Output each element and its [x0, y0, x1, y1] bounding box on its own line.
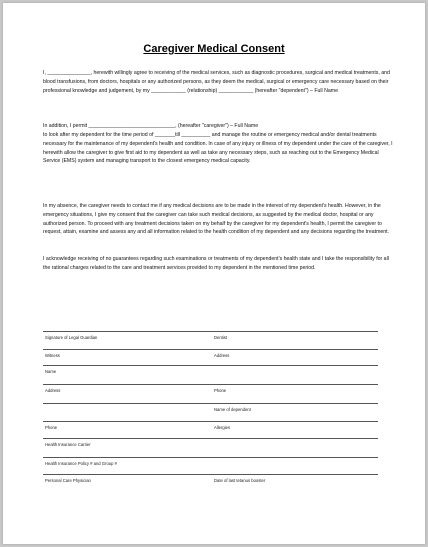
witness-label: Witness [45, 353, 60, 358]
form-title: Caregiver Medical Consent [143, 43, 285, 55]
consent-form-page [3, 3, 425, 544]
insurance-policy-label: Health Insurance Policy # and Group # [45, 461, 117, 466]
consent-paragraph-3 [43, 131, 393, 166]
phone-label-1: Phone [214, 388, 227, 393]
insurance-policy-line[interactable] [43, 457, 378, 458]
paragraph-text: In addition, I permit ______________________________, (hereafter "caregiver") – Full Name [43, 123, 259, 129]
address-label: Address [214, 353, 230, 358]
signature-guardian-label: Signature of Legal Guardian [45, 335, 98, 340]
care-physician-label: Personal Care Physician [45, 478, 91, 483]
consent-paragraph-4 [43, 202, 393, 237]
dentist-label: Dentist [214, 335, 228, 340]
paragraph-text: I acknowledge receiving of no guarantees regarding such examinations or treatments of my dependent's health state and I take the responsibility for all the rational charges related to the care and treatment services provided to my dependent in the mentioned time period. [43, 256, 389, 271]
signature-line[interactable] [43, 331, 378, 332]
consent-paragraph-1 [43, 69, 393, 95]
name-line[interactable] [43, 365, 378, 366]
consent-paragraph-2 [43, 122, 393, 131]
address-label-2: Address [45, 388, 61, 393]
phone-label-2: Phone [45, 425, 58, 430]
tetanus-booster-label: Date of last tetanus booster [214, 478, 266, 483]
paragraph-text: I, _______________, herewith willingly agree to receiving of the medical services, such as diagnostic procedures, surgical and medical treatments, and blood transfusions, from doctors, hospitals or any authorized persons, as they deem the medical, surgical or emergency care necessary based on their professional knowledge and judgement, by my ____________ (relationship) ____________ (hereafter "dependent") – Full Name [43, 70, 390, 94]
phone-line[interactable] [43, 421, 378, 422]
witness-line[interactable] [43, 349, 378, 350]
insurance-carrier-label: Health Insurance Carrier [45, 442, 91, 447]
paragraph-text: In my absence, the caregiver needs to contact me if any medical decisions are to be made in the interest of my dependent's health. However, in the emergency situations, I give my consent that the caregiver can take such medical decisions, as suggested by the medical doctor, hospital or any authorized person. To proceed with any treatment decisions taken on my behalf by the caregiver for my dependent's health, I permit the caregiver to request, attain, examine and assess any and all information related to the health condition of my dependent and any decisions regarding the treatment. [43, 203, 390, 236]
allergies-label: Allergies [214, 425, 231, 430]
insurance-carrier-line[interactable] [43, 438, 378, 439]
name-of-dependent-label: Name of dependent [214, 407, 251, 412]
paragraph-text: to look after my dependent for the time period of _______till __________ and manage the routine or emergency medical and/or dental treatments necessary for the maintenance of my dependent's health and condition. In case of any injury or illness of my dependent under the care of the caregiver, I herewith allow the caregiver to give first aid to my dependent as well as take any necessary steps, such as reaching out to the Emergency Medical Service (EMS) system and managing transport to the closest emergency medical capacity. [43, 132, 393, 165]
physician-line[interactable] [43, 474, 378, 475]
dependent-line[interactable] [43, 403, 378, 404]
address-line[interactable] [43, 384, 378, 385]
consent-paragraph-5 [43, 255, 393, 273]
name-label: Name [45, 369, 57, 374]
